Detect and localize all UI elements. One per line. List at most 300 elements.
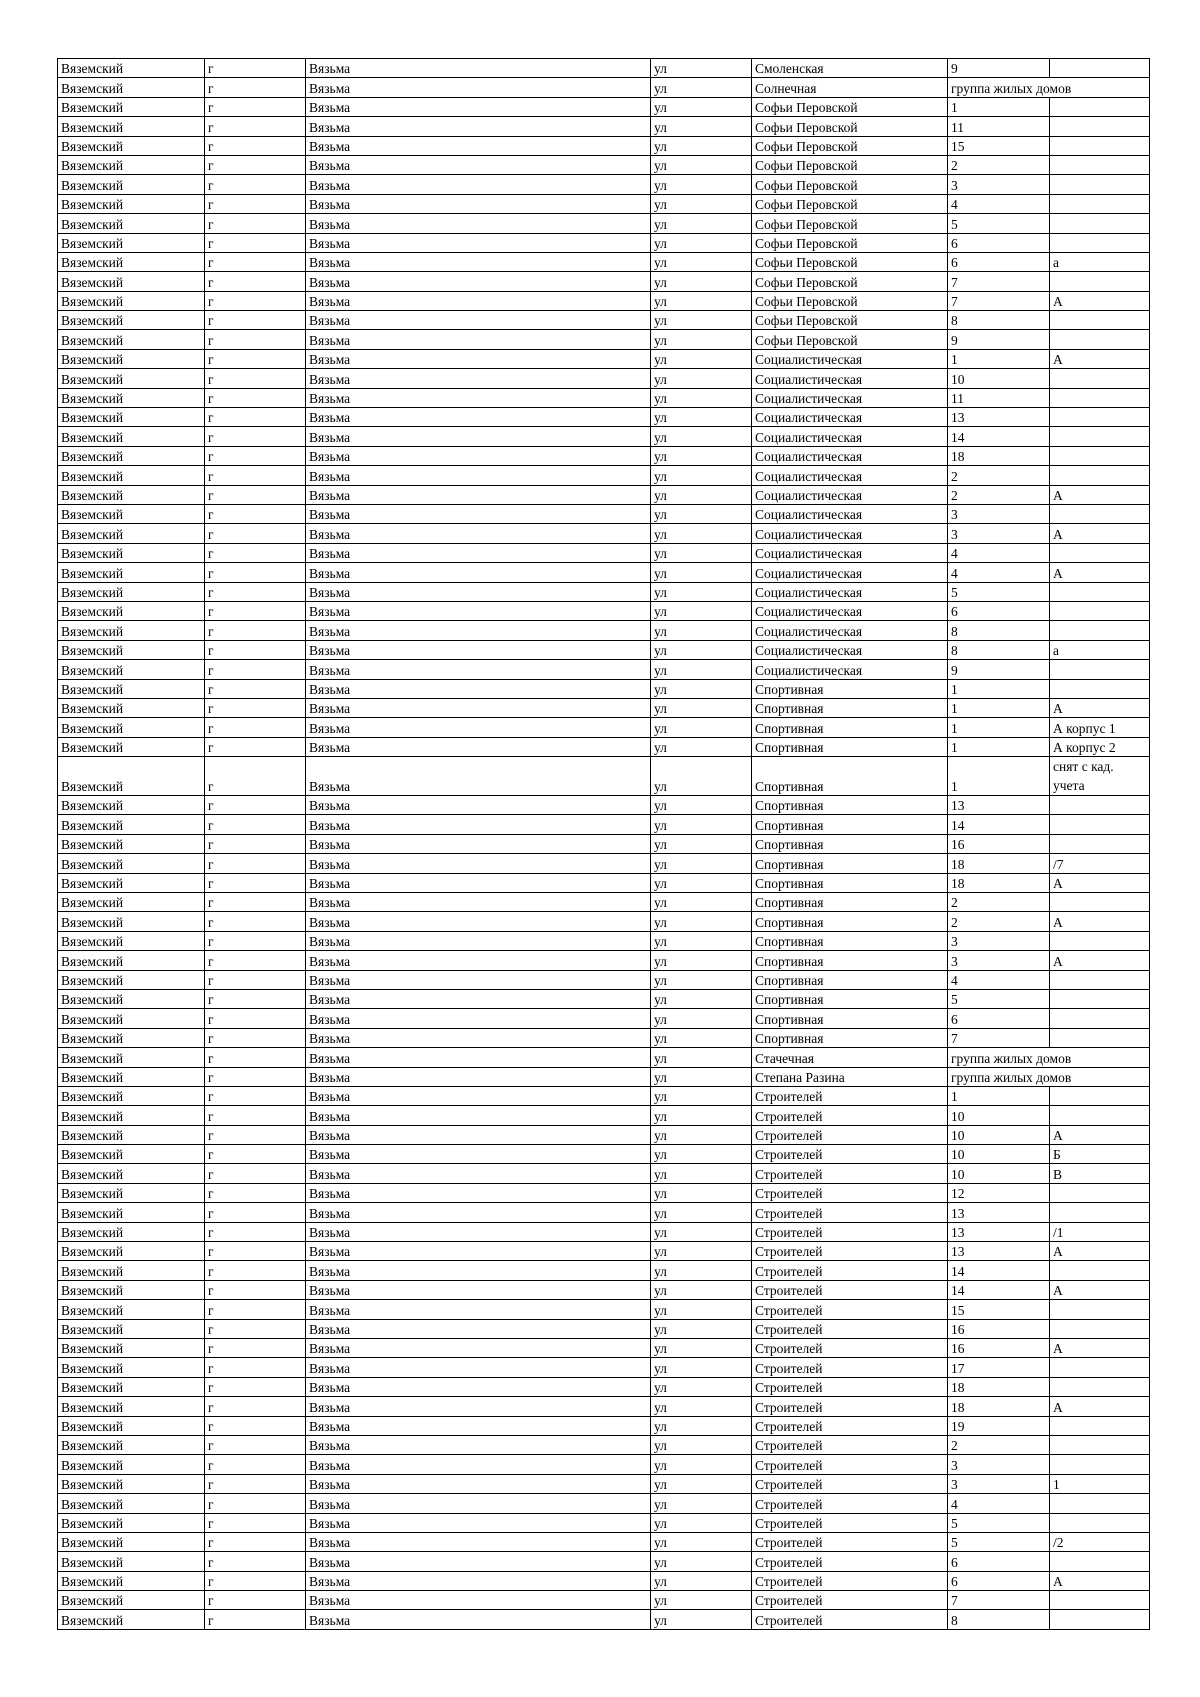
district-cell: Вяземский	[58, 1513, 205, 1532]
locality-type-cell: г	[205, 1106, 306, 1125]
table-row	[58, 1048, 1150, 1067]
district-cell: Вяземский	[58, 330, 205, 349]
locality-type-cell: г	[205, 854, 306, 873]
house-suffix-cell: А корпус 2	[1050, 737, 1150, 756]
table-row	[58, 1222, 1150, 1241]
table-row	[58, 485, 1150, 504]
house-number-cell: 6	[948, 601, 1050, 620]
house-suffix-cell	[1050, 155, 1150, 174]
locality-type-cell: г	[205, 796, 306, 815]
district-cell: Вяземский	[58, 1377, 205, 1396]
house-suffix-cell: А	[1050, 291, 1150, 310]
street-cell: Строителей	[752, 1532, 948, 1551]
street-type-cell: ул	[651, 582, 752, 601]
street-cell: Спортивная	[752, 679, 948, 698]
house-number-cell: 8	[948, 640, 1050, 659]
locality-type-cell: г	[205, 136, 306, 155]
locality-type-cell: г	[205, 485, 306, 504]
locality-type-cell: г	[205, 1145, 306, 1164]
street-cell: Социалистическая	[752, 485, 948, 504]
district-cell: Вяземский	[58, 504, 205, 523]
locality-cell: Вязьма	[306, 349, 651, 368]
district-cell: Вяземский	[58, 931, 205, 950]
table-row	[58, 582, 1150, 601]
locality-type-cell: г	[205, 815, 306, 834]
house-number-cell: 15	[948, 1300, 1050, 1319]
house-suffix-cell	[1050, 136, 1150, 155]
locality-cell: Вязьма	[306, 1377, 651, 1396]
street-type-cell: ул	[651, 1280, 752, 1299]
locality-cell: Вязьма	[306, 1358, 651, 1377]
locality-cell: Вязьма	[306, 660, 651, 679]
house-suffix-cell	[1050, 1513, 1150, 1532]
street-cell: Социалистическая	[752, 408, 948, 427]
house-suffix-cell	[1050, 272, 1150, 291]
locality-cell: Вязьма	[306, 78, 651, 97]
locality-cell: Вязьма	[306, 446, 651, 465]
street-type-cell: ул	[651, 1086, 752, 1105]
street-type-cell: ул	[651, 1416, 752, 1435]
street-cell: Строителей	[752, 1145, 948, 1164]
house-suffix-cell	[1050, 815, 1150, 834]
locality-cell: Вязьма	[306, 698, 651, 717]
house-number-cell: 3	[948, 1474, 1050, 1493]
house-suffix-cell: снят с кад. учета	[1050, 757, 1150, 796]
street-cell: Спортивная	[752, 989, 948, 1008]
table-row	[58, 291, 1150, 310]
house-number-cell: 5	[948, 1513, 1050, 1532]
street-cell: Строителей	[752, 1125, 948, 1144]
district-cell: Вяземский	[58, 1552, 205, 1571]
house-number-cell: 6	[948, 1009, 1050, 1028]
locality-type-cell: г	[205, 640, 306, 659]
street-cell: Спортивная	[752, 796, 948, 815]
street-type-cell: ул	[651, 893, 752, 912]
table-row	[58, 1280, 1150, 1299]
locality-type-cell: г	[205, 272, 306, 291]
table-row	[58, 1009, 1150, 1028]
house-suffix-cell	[1050, 504, 1150, 523]
district-cell: Вяземский	[58, 214, 205, 233]
table-row	[58, 504, 1150, 523]
locality-type-cell: г	[205, 1474, 306, 1493]
locality-type-cell: г	[205, 912, 306, 931]
locality-cell: Вязьма	[306, 1067, 651, 1086]
street-cell: Софьи Перовской	[752, 97, 948, 116]
district-cell: Вяземский	[58, 912, 205, 931]
street-cell: Софьи Перовской	[752, 214, 948, 233]
locality-cell: Вязьма	[306, 97, 651, 116]
street-type-cell: ул	[651, 679, 752, 698]
locality-type-cell: г	[205, 1028, 306, 1047]
locality-type-cell: г	[205, 233, 306, 252]
district-cell: Вяземский	[58, 1416, 205, 1435]
district-cell: Вяземский	[58, 117, 205, 136]
street-type-cell: ул	[651, 272, 752, 291]
street-cell: Строителей	[752, 1106, 948, 1125]
house-number-cell: 5	[948, 214, 1050, 233]
locality-type-cell: г	[205, 524, 306, 543]
district-cell: Вяземский	[58, 1086, 205, 1105]
house-suffix-cell	[1050, 893, 1150, 912]
street-type-cell: ул	[651, 291, 752, 310]
locality-cell: Вязьма	[306, 311, 651, 330]
district-cell: Вяземский	[58, 873, 205, 892]
house-suffix-cell: /2	[1050, 1532, 1150, 1551]
table-row	[58, 1610, 1150, 1629]
district-cell: Вяземский	[58, 1242, 205, 1261]
house-suffix-cell: а	[1050, 640, 1150, 659]
locality-type-cell: г	[205, 97, 306, 116]
table-row	[58, 117, 1150, 136]
street-type-cell: ул	[651, 1106, 752, 1125]
street-type-cell: ул	[651, 233, 752, 252]
street-type-cell: ул	[651, 1203, 752, 1222]
table-row	[58, 1242, 1150, 1261]
table-row	[58, 931, 1150, 950]
table-row	[58, 621, 1150, 640]
locality-cell: Вязьма	[306, 1300, 651, 1319]
district-cell: Вяземский	[58, 524, 205, 543]
locality-type-cell: г	[205, 563, 306, 582]
house-suffix-cell	[1050, 796, 1150, 815]
house-number-cell: 11	[948, 117, 1050, 136]
house-number-cell: 2	[948, 912, 1050, 931]
locality-cell: Вязьма	[306, 757, 651, 796]
house-suffix-cell	[1050, 989, 1150, 1008]
house-suffix-cell: А	[1050, 563, 1150, 582]
district-cell: Вяземский	[58, 1300, 205, 1319]
street-cell: Софьи Перовской	[752, 117, 948, 136]
table-row	[58, 679, 1150, 698]
street-type-cell: ул	[651, 757, 752, 796]
house-suffix-cell: А	[1050, 524, 1150, 543]
district-cell: Вяземский	[58, 698, 205, 717]
locality-cell: Вязьма	[306, 252, 651, 271]
locality-type-cell: г	[205, 1203, 306, 1222]
table-row	[58, 951, 1150, 970]
house-suffix-cell: В	[1050, 1164, 1150, 1183]
house-number-cell: 17	[948, 1358, 1050, 1377]
street-cell: Спортивная	[752, 698, 948, 717]
locality-type-cell: г	[205, 175, 306, 194]
house-number-cell: 1	[948, 1086, 1050, 1105]
table-row	[58, 369, 1150, 388]
locality-cell: Вязьма	[306, 194, 651, 213]
house-number-cell: 15	[948, 136, 1050, 155]
house-suffix-cell: А	[1050, 1242, 1150, 1261]
street-cell: Спортивная	[752, 834, 948, 853]
house-suffix-cell: А	[1050, 951, 1150, 970]
locality-type-cell: г	[205, 1397, 306, 1416]
house-suffix-cell	[1050, 660, 1150, 679]
locality-type-cell: г	[205, 873, 306, 892]
locality-type-cell: г	[205, 1494, 306, 1513]
house-number-cell: 10	[948, 1106, 1050, 1125]
table-row	[58, 1435, 1150, 1454]
house-suffix-cell	[1050, 311, 1150, 330]
street-cell: Социалистическая	[752, 543, 948, 562]
table-row	[58, 136, 1150, 155]
district-cell: Вяземский	[58, 660, 205, 679]
locality-cell: Вязьма	[306, 1435, 651, 1454]
table-row	[58, 893, 1150, 912]
street-cell: Строителей	[752, 1455, 948, 1474]
locality-cell: Вязьма	[306, 601, 651, 620]
street-cell: Строителей	[752, 1513, 948, 1532]
locality-cell: Вязьма	[306, 873, 651, 892]
street-type-cell: ул	[651, 1532, 752, 1551]
street-cell: Спортивная	[752, 718, 948, 737]
street-cell: Спортивная	[752, 912, 948, 931]
street-cell: Софьи Перовской	[752, 272, 948, 291]
street-type-cell: ул	[651, 214, 752, 233]
house-number-cell: 13	[948, 796, 1050, 815]
locality-cell: Вязьма	[306, 854, 651, 873]
house-number-cell: 13	[948, 1203, 1050, 1222]
house-number-cell: 18	[948, 1397, 1050, 1416]
locality-type-cell: г	[205, 1009, 306, 1028]
locality-cell: Вязьма	[306, 931, 651, 950]
street-cell: Социалистическая	[752, 601, 948, 620]
street-cell: Софьи Перовской	[752, 252, 948, 271]
table-row	[58, 873, 1150, 892]
district-cell: Вяземский	[58, 757, 205, 796]
table-row	[58, 1183, 1150, 1202]
house-number-cell: 6	[948, 252, 1050, 271]
street-type-cell: ул	[651, 931, 752, 950]
table-row	[58, 718, 1150, 737]
district-cell: Вяземский	[58, 1028, 205, 1047]
house-number-cell: 1	[948, 698, 1050, 717]
district-cell: Вяземский	[58, 679, 205, 698]
street-type-cell: ул	[651, 78, 752, 97]
locality-cell: Вязьма	[306, 1106, 651, 1125]
house-suffix-cell	[1050, 1358, 1150, 1377]
district-cell: Вяземский	[58, 155, 205, 174]
street-type-cell: ул	[651, 737, 752, 756]
street-cell: Спортивная	[752, 1009, 948, 1028]
locality-type-cell: г	[205, 504, 306, 523]
house-number-cell: 12	[948, 1183, 1050, 1202]
table-row	[58, 1339, 1150, 1358]
street-cell: Строителей	[752, 1552, 948, 1571]
district-cell: Вяземский	[58, 815, 205, 834]
locality-cell: Вязьма	[306, 1532, 651, 1551]
address-table	[57, 58, 1150, 1630]
house-number-cell: группа жилых домов	[948, 1067, 1150, 1086]
district-cell: Вяземский	[58, 311, 205, 330]
street-cell: Спортивная	[752, 893, 948, 912]
house-number-cell: 6	[948, 1571, 1050, 1590]
district-cell: Вяземский	[58, 1591, 205, 1610]
street-cell: Строителей	[752, 1571, 948, 1590]
locality-cell: Вязьма	[306, 214, 651, 233]
street-type-cell: ул	[651, 369, 752, 388]
house-number-cell: 18	[948, 854, 1050, 873]
house-suffix-cell	[1050, 446, 1150, 465]
district-cell: Вяземский	[58, 1610, 205, 1629]
street-cell: Спортивная	[752, 815, 948, 834]
street-cell: Спортивная	[752, 970, 948, 989]
locality-cell: Вязьма	[306, 1552, 651, 1571]
district-cell: Вяземский	[58, 446, 205, 465]
house-suffix-cell	[1050, 621, 1150, 640]
locality-cell: Вязьма	[306, 621, 651, 640]
district-cell: Вяземский	[58, 1319, 205, 1338]
district-cell: Вяземский	[58, 1474, 205, 1493]
table-row	[58, 408, 1150, 427]
house-suffix-cell: /1	[1050, 1222, 1150, 1241]
house-number-cell: 4	[948, 970, 1050, 989]
locality-type-cell: г	[205, 1222, 306, 1241]
house-suffix-cell: 1	[1050, 1474, 1150, 1493]
house-number-cell: 7	[948, 1591, 1050, 1610]
house-number-cell: 2	[948, 155, 1050, 174]
house-number-cell: 18	[948, 873, 1050, 892]
house-suffix-cell: А	[1050, 1339, 1150, 1358]
table-row	[58, 1513, 1150, 1532]
house-number-cell: 8	[948, 1610, 1050, 1629]
house-number-cell: 6	[948, 1552, 1050, 1571]
locality-cell: Вязьма	[306, 834, 651, 853]
table-row	[58, 970, 1150, 989]
district-cell: Вяземский	[58, 1261, 205, 1280]
house-suffix-cell	[1050, 1552, 1150, 1571]
table-row	[58, 660, 1150, 679]
district-cell: Вяземский	[58, 1532, 205, 1551]
table-row	[58, 1300, 1150, 1319]
street-cell: Софьи Перовской	[752, 194, 948, 213]
house-number-cell: 4	[948, 194, 1050, 213]
table-row	[58, 1261, 1150, 1280]
table-row	[58, 1203, 1150, 1222]
locality-type-cell: г	[205, 252, 306, 271]
street-type-cell: ул	[651, 504, 752, 523]
street-cell: Социалистическая	[752, 640, 948, 659]
house-suffix-cell	[1050, 582, 1150, 601]
street-cell: Строителей	[752, 1086, 948, 1105]
street-cell: Строителей	[752, 1494, 948, 1513]
table-row	[58, 1125, 1150, 1144]
locality-cell: Вязьма	[306, 175, 651, 194]
street-type-cell: ул	[651, 1435, 752, 1454]
locality-cell: Вязьма	[306, 1397, 651, 1416]
table-row	[58, 640, 1150, 659]
locality-type-cell: г	[205, 1377, 306, 1396]
table-row	[58, 349, 1150, 368]
locality-cell: Вязьма	[306, 718, 651, 737]
locality-cell: Вязьма	[306, 1494, 651, 1513]
house-suffix-cell	[1050, 679, 1150, 698]
street-type-cell: ул	[651, 1513, 752, 1532]
district-cell: Вяземский	[58, 1435, 205, 1454]
district-cell: Вяземский	[58, 466, 205, 485]
house-suffix-cell	[1050, 97, 1150, 116]
house-number-cell: 18	[948, 446, 1050, 465]
house-number-cell: 13	[948, 1242, 1050, 1261]
locality-type-cell: г	[205, 834, 306, 853]
district-cell: Вяземский	[58, 1009, 205, 1028]
district-cell: Вяземский	[58, 834, 205, 853]
locality-type-cell: г	[205, 1319, 306, 1338]
house-suffix-cell: А	[1050, 912, 1150, 931]
house-suffix-cell: Б	[1050, 1145, 1150, 1164]
street-type-cell: ул	[651, 136, 752, 155]
house-number-cell: 7	[948, 272, 1050, 291]
table-row	[58, 78, 1150, 97]
district-cell: Вяземский	[58, 233, 205, 252]
house-suffix-cell: А корпус 1	[1050, 718, 1150, 737]
locality-type-cell: г	[205, 893, 306, 912]
district-cell: Вяземский	[58, 1280, 205, 1299]
house-suffix-cell	[1050, 970, 1150, 989]
street-cell: Социалистическая	[752, 427, 948, 446]
locality-cell: Вязьма	[306, 1183, 651, 1202]
street-cell: Социалистическая	[752, 621, 948, 640]
street-cell: Софьи Перовской	[752, 330, 948, 349]
table-row	[58, 1067, 1150, 1086]
street-type-cell: ул	[651, 951, 752, 970]
locality-cell: Вязьма	[306, 970, 651, 989]
table-row	[58, 1591, 1150, 1610]
locality-type-cell: г	[205, 1591, 306, 1610]
locality-cell: Вязьма	[306, 117, 651, 136]
street-cell: Спортивная	[752, 737, 948, 756]
street-cell: Спортивная	[752, 931, 948, 950]
table-row	[58, 1532, 1150, 1551]
street-type-cell: ул	[651, 1397, 752, 1416]
house-number-cell: 19	[948, 1416, 1050, 1435]
locality-type-cell: г	[205, 214, 306, 233]
house-number-cell: 6	[948, 233, 1050, 252]
locality-cell: Вязьма	[306, 272, 651, 291]
house-suffix-cell	[1050, 194, 1150, 213]
locality-type-cell: г	[205, 311, 306, 330]
street-type-cell: ул	[651, 1125, 752, 1144]
table-row	[58, 233, 1150, 252]
table-row	[58, 1164, 1150, 1183]
house-number-cell: 1	[948, 349, 1050, 368]
house-number-cell: 2	[948, 1435, 1050, 1454]
table-row	[58, 194, 1150, 213]
locality-type-cell: г	[205, 601, 306, 620]
locality-type-cell: г	[205, 155, 306, 174]
street-type-cell: ул	[651, 796, 752, 815]
locality-cell: Вязьма	[306, 640, 651, 659]
street-type-cell: ул	[651, 1183, 752, 1202]
house-number-cell: 2	[948, 485, 1050, 504]
district-cell: Вяземский	[58, 796, 205, 815]
street-cell: Строителей	[752, 1435, 948, 1454]
district-cell: Вяземский	[58, 1455, 205, 1474]
street-type-cell: ул	[651, 698, 752, 717]
locality-cell: Вязьма	[306, 1048, 651, 1067]
street-type-cell: ул	[651, 1591, 752, 1610]
street-type-cell: ул	[651, 989, 752, 1008]
house-suffix-cell	[1050, 214, 1150, 233]
locality-cell: Вязьма	[306, 408, 651, 427]
district-cell: Вяземский	[58, 1339, 205, 1358]
street-cell: Социалистическая	[752, 504, 948, 523]
locality-cell: Вязьма	[306, 369, 651, 388]
street-type-cell: ул	[651, 330, 752, 349]
locality-type-cell: г	[205, 1261, 306, 1280]
locality-type-cell: г	[205, 737, 306, 756]
house-number-cell: 1	[948, 679, 1050, 698]
locality-cell: Вязьма	[306, 737, 651, 756]
district-cell: Вяземский	[58, 893, 205, 912]
